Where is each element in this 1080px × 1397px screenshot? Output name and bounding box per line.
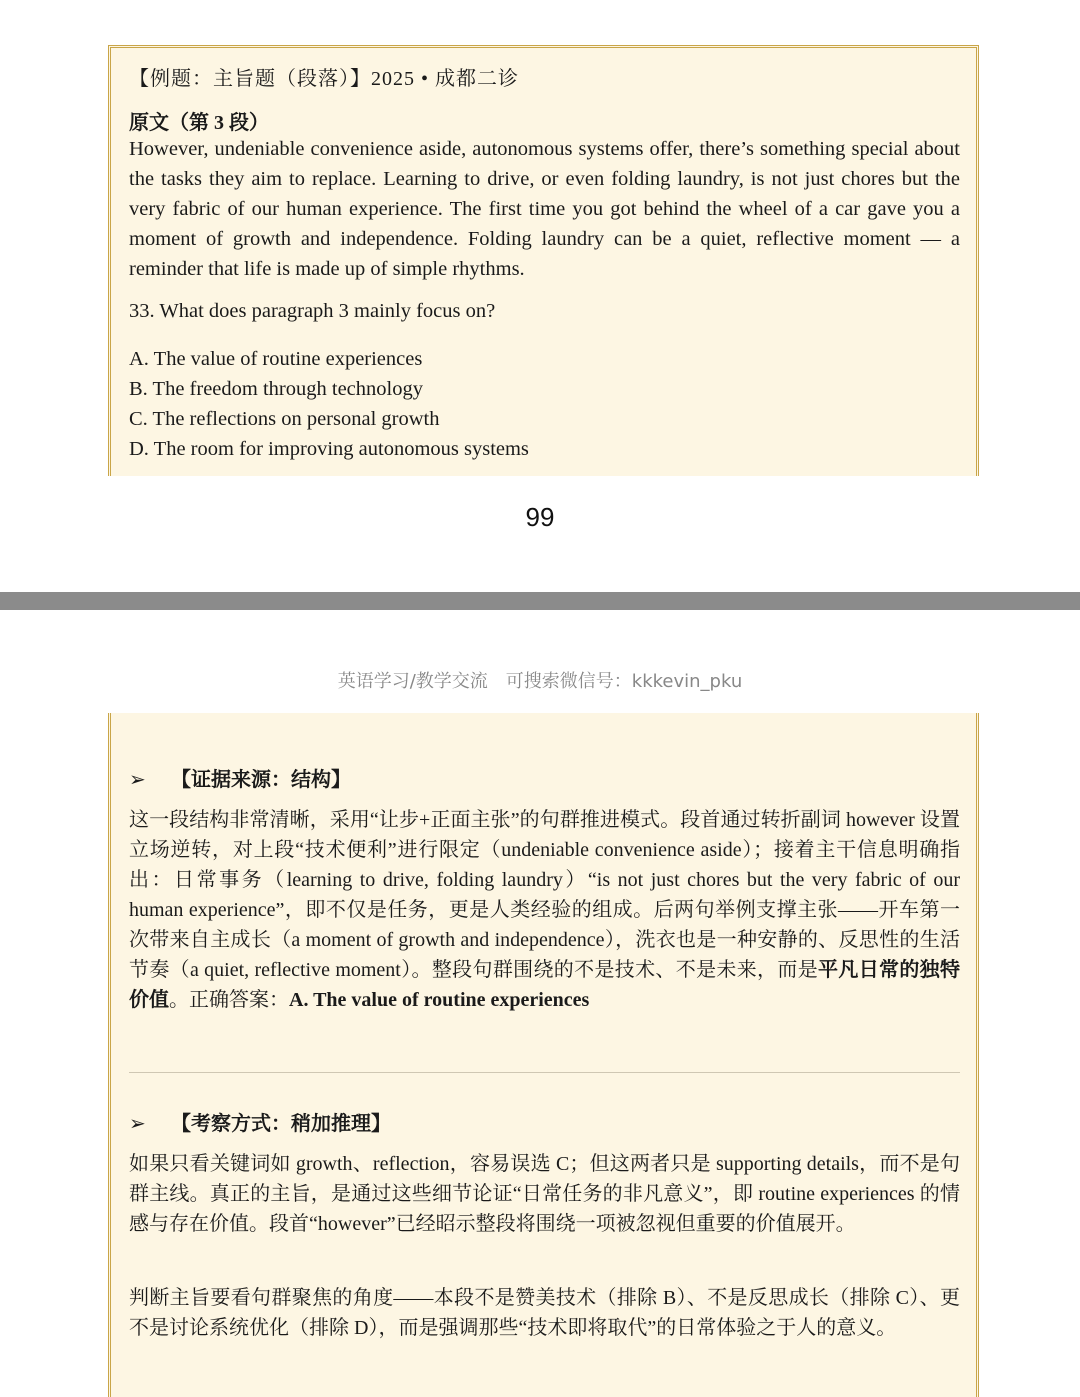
option-b: B. The freedom through technology — [129, 378, 423, 400]
option-c: C. The reflections on personal growth — [129, 408, 440, 430]
analysis-box — [108, 713, 979, 1397]
page-number: 99 — [525, 502, 555, 532]
evidence-heading-label: 【证据来源：结构】 — [171, 767, 351, 791]
option-a: A. The value of routine experiences — [129, 348, 423, 370]
answer-prefix: 。正确答案： — [169, 989, 289, 1011]
evidence-paragraph — [129, 805, 960, 1015]
passage-text: However, undeniable convenience aside, autonomous systems offer, there’s something special about the tasks they aim to replace. Learning to drive, or even folding laundry, is not just chores but the very fabric of our human experience. The first time you got behind the wheel of a car gave you a moment of growth and independence. Folding laundry can be a quiet, reflective moment — a reminder that life is made up of simple rhythms. — [129, 138, 960, 280]
options-list — [129, 344, 960, 464]
method-paragraph-1: 如果只看关键词如 growth、reflection，容易误选 C；但这两者只是 supporting details，而不是句群主线。真正的主旨，是通过这些细节论证“日常任务的非凡意义”，即 routine experiences 的情感与存在价值。段首“however”已经昭示整段将围绕一项被忽视但重要的价值展开。 — [129, 1153, 960, 1235]
method-paragraph-2: 判断主旨要看句群聚焦的角度——本段不是赞美技术（排除 B）、不是反思成长（排除 C）、更不是讨论系统优化（排除 D），而是强调那些“技术即将取代”的日常体验之于人的意义。 — [129, 1287, 960, 1339]
correct-answer: A. The value of routine experiences — [289, 989, 590, 1011]
evidence-text: 这一段结构非常清晰，采用“让步+正面主张”的句群推进模式。段首通过转折副词 however 设置立场逆转，对上段“技术便利”进行限定（undeniable convenience aside）；接着主干信息明确指出：日常事务（learning to drive, folding laundry）“is not just chores but the very fabric of our human experience”，即不仅是任务，更是人类经验的组成。后两句举例支撑主张——开车第一次带来自主成长（a moment of growth and independence），洗衣也是一种安静的、反思性的生活节奏（a quiet, reflective moment）。整段句群围绕的不是技术、不是未来，而是 — [129, 809, 960, 981]
option-d: D. The room for improving autonomous systems — [129, 438, 529, 460]
arrow-bullet-icon: ➢ — [129, 767, 146, 791]
evidence-heading — [129, 763, 960, 792]
watermark-text: 英语学习/教学交流 可搜索微信号：kkkevin_pku — [337, 671, 743, 692]
bold-phrase: 平凡日常的独特价值 — [129, 959, 961, 1011]
method-heading-label: 【考察方式：稍加推理】 — [171, 1111, 391, 1135]
method-heading — [129, 1107, 960, 1136]
page-separator — [0, 592, 1080, 610]
section-divider — [129, 1072, 960, 1073]
section-label: 原文（第 3 段） — [129, 112, 269, 134]
example-box — [108, 45, 979, 476]
example-title: 【例题：主旨题（段落）】2025 • 成都二诊 — [129, 68, 520, 90]
arrow-bullet-icon: ➢ — [129, 1111, 146, 1135]
question-text: 33. What does paragraph 3 mainly focus on? — [129, 300, 496, 322]
